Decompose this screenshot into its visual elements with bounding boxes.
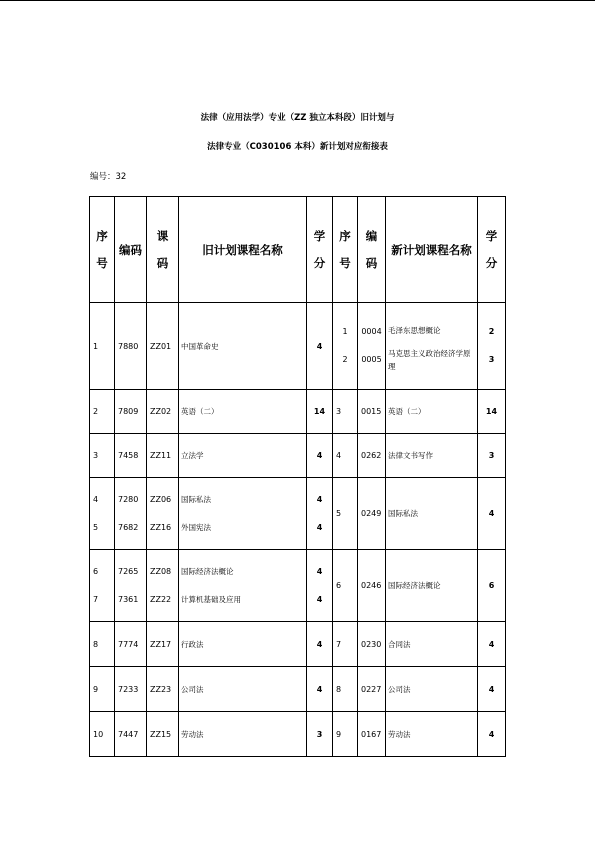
new-course-name: 国际私法 — [386, 478, 478, 550]
new-seq: 3 — [333, 390, 358, 434]
new-seq: 6 — [333, 550, 358, 622]
old-credit: 3 — [307, 712, 333, 757]
old-seq: 3 — [90, 434, 115, 478]
old-seq: 9 — [90, 667, 115, 712]
header-new-seq: 序 号 — [333, 197, 358, 303]
table-row — [90, 667, 506, 712]
new-course-name: 公司法 — [386, 667, 478, 712]
new-seq: 9 — [333, 712, 358, 757]
header-new-code: 编 码 — [358, 197, 386, 303]
document-number: 编号：32 — [90, 172, 127, 182]
old-credit: 4 — [307, 667, 333, 712]
new-course-name: 毛泽东思想概论 马克思主义政治经济学原理 — [386, 303, 478, 390]
table-row — [90, 550, 506, 622]
table-row — [90, 478, 506, 550]
new-code: 0230 — [358, 622, 386, 667]
old-seq: 1 — [90, 303, 115, 390]
old-course-name: 中国革命史 — [179, 303, 307, 390]
old-course-code: ZZ15 — [147, 712, 179, 757]
old-course-name: 行政法 — [179, 622, 307, 667]
old-credit: 4 4 — [307, 550, 333, 622]
new-credit: 4 — [478, 667, 506, 712]
new-seq: 5 — [333, 478, 358, 550]
old-course-code: ZZ17 — [147, 622, 179, 667]
old-seq: 6 7 — [90, 550, 115, 622]
new-course-name: 英语（二） — [386, 390, 478, 434]
old-code: 7265 7361 — [115, 550, 147, 622]
old-course-name: 国际私法 外国宪法 — [179, 478, 307, 550]
new-code: 0262 — [358, 434, 386, 478]
new-course-name: 国际经济法概论 — [386, 550, 478, 622]
new-credit: 2 3 — [478, 303, 506, 390]
old-course-code: ZZ01 — [147, 303, 179, 390]
old-code: 7233 — [115, 667, 147, 712]
new-seq: 4 — [333, 434, 358, 478]
old-seq: 10 — [90, 712, 115, 757]
new-credit: 14 — [478, 390, 506, 434]
old-course-code: ZZ06 ZZ16 — [147, 478, 179, 550]
new-code: 0004 0005 — [358, 303, 386, 390]
title-line-1: 法律（应用法学）专业（ZZ 独立本科段）旧计划与 — [200, 113, 395, 123]
header-new-credit: 学 分 — [478, 197, 506, 303]
header-course-code: 课 码 — [147, 197, 179, 303]
old-code: 7774 — [115, 622, 147, 667]
old-course-name: 公司法 — [179, 667, 307, 712]
old-credit: 4 4 — [307, 478, 333, 550]
new-code: 0246 — [358, 550, 386, 622]
table-row — [90, 622, 506, 667]
old-credit: 4 — [307, 622, 333, 667]
old-course-name: 国际经济法概论 计算机基础及应用 — [179, 550, 307, 622]
table-row — [90, 390, 506, 434]
old-code: 7809 — [115, 390, 147, 434]
old-course-name: 劳动法 — [179, 712, 307, 757]
header-new-course-name: 新计划课程名称 — [386, 197, 478, 303]
new-course-name: 法律文书写作 — [386, 434, 478, 478]
old-course-code: ZZ08 ZZ22 — [147, 550, 179, 622]
old-seq: 8 — [90, 622, 115, 667]
table-row — [90, 303, 506, 390]
new-credit: 4 — [478, 712, 506, 757]
old-course-code: ZZ02 — [147, 390, 179, 434]
new-credit: 4 — [478, 622, 506, 667]
new-course-name: 劳动法 — [386, 712, 478, 757]
old-code: 7880 — [115, 303, 147, 390]
new-credit: 3 — [478, 434, 506, 478]
old-credit: 4 — [307, 303, 333, 390]
new-course-name: 合同法 — [386, 622, 478, 667]
new-credit: 4 — [478, 478, 506, 550]
top-rule — [0, 0, 595, 1]
table-row — [90, 434, 506, 478]
new-seq: 7 — [333, 622, 358, 667]
new-code: 0167 — [358, 712, 386, 757]
new-code: 0015 — [358, 390, 386, 434]
old-code: 7280 7682 — [115, 478, 147, 550]
new-credit: 6 — [478, 550, 506, 622]
header-code: 编码 — [115, 197, 147, 303]
old-course-name: 立法学 — [179, 434, 307, 478]
old-code: 7447 — [115, 712, 147, 757]
course-mapping-table — [89, 196, 506, 757]
title-line-2: 法律专业（C030106 本科）新计划对应衔接表 — [207, 142, 388, 152]
header-seq: 序 号 — [90, 197, 115, 303]
new-seq: 1 2 — [333, 303, 358, 390]
header-old-course-name: 旧计划课程名称 — [179, 197, 307, 303]
old-code: 7458 — [115, 434, 147, 478]
header-credit: 学 分 — [307, 197, 333, 303]
old-course-name: 英语（二） — [179, 390, 307, 434]
new-code: 0227 — [358, 667, 386, 712]
old-credit: 14 — [307, 390, 333, 434]
table-row — [90, 712, 506, 757]
header-row — [90, 197, 506, 303]
new-code: 0249 — [358, 478, 386, 550]
old-seq: 2 — [90, 390, 115, 434]
old-seq: 4 5 — [90, 478, 115, 550]
old-course-code: ZZ23 — [147, 667, 179, 712]
old-credit: 4 — [307, 434, 333, 478]
new-seq: 8 — [333, 667, 358, 712]
old-course-code: ZZ11 — [147, 434, 179, 478]
